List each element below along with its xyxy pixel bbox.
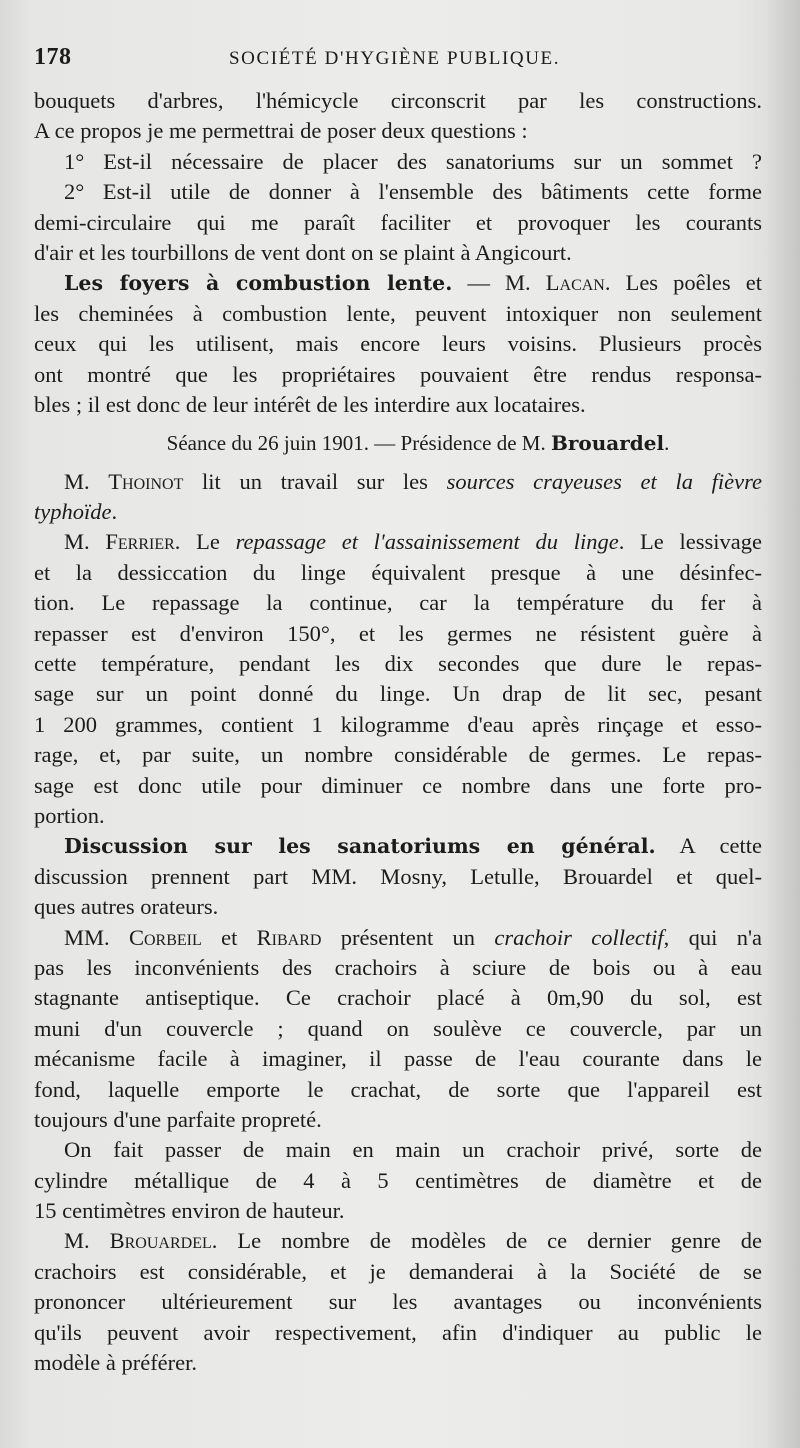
- page-header: [34, 42, 764, 72]
- text-line: 2° Est-il utile de donner à l'ensemble des bâtiments cette forme: [64, 179, 762, 205]
- page-number: 178: [34, 44, 72, 70]
- text-line: et la dessiccation du linge équivalent presque à une désinfec-: [34, 559, 762, 585]
- text-fragment: . Le lessivage: [618, 529, 762, 555]
- section-heading: Les foyers à combustion lente.: [64, 271, 453, 296]
- text-line: discussion prennent part MM. Mosny, Letulle, Brouardel et quel-: [34, 863, 762, 889]
- text-line: ques autres orateurs.: [34, 894, 219, 920]
- text-line: ceux qui les utilisent, mais encore leurs voisins. Plusieurs procès: [34, 331, 762, 357]
- text-line: [34, 923, 762, 953]
- running-title: SOCIÉTÉ D'HYGIÈNE PUBLIQUE.: [229, 48, 561, 69]
- text-fragment: .: [664, 431, 670, 456]
- text-line: toujours d'une parfaite propreté.: [34, 1106, 322, 1132]
- text-fragment: , qui n'a: [663, 924, 762, 950]
- text-fragment: M.: [64, 1228, 110, 1254]
- text-fragment: . Le nombre de modèles de ce dernier genre de: [211, 1228, 762, 1254]
- text-fragment: . Le: [174, 529, 236, 555]
- text-line: bles ; il est donc de leur intérêt de les interdire aux locataires.: [34, 391, 586, 417]
- text-line: pas les inconvénients des crachoirs à sciure de bois ou à eau: [34, 954, 762, 980]
- text-line: d'air et les tourbillons de vent dont on se plaint à Angicourt.: [34, 239, 572, 265]
- text-line: portion.: [34, 802, 105, 828]
- italic-title: typhoïde: [34, 499, 112, 525]
- text-line: sage est donc utile pour diminuer ce nombre dans une forte pro-: [34, 772, 762, 798]
- paragraph-private-spittoon: [34, 1135, 762, 1226]
- paragraph-slow-combustion: [34, 268, 762, 420]
- text-fragment: — M.: [452, 270, 546, 296]
- paragraph-brouardel: [34, 1226, 762, 1378]
- text-fragment: A cette: [655, 833, 762, 859]
- text-line: 1 200 grammes, contient 1 kilogramme d'eau après rinçage et esso-: [34, 711, 762, 737]
- section-heading: Discussion sur les sanatoriums en général.: [64, 834, 656, 859]
- text-line: [34, 497, 762, 527]
- paragraph-ferrier: [34, 527, 762, 831]
- text-line: demi-circulaire qui me paraît faciliter et provoquer les courants: [34, 209, 762, 235]
- text-fragment: lit un travail sur les: [183, 468, 447, 494]
- text-line: [34, 1226, 762, 1256]
- body-text: [34, 86, 762, 1378]
- speaker-name: Corbeil: [128, 924, 202, 950]
- text-line: [34, 467, 762, 497]
- paragraph-sanatorium-questions: [34, 86, 762, 268]
- italic-title: crachoir collectif: [494, 924, 664, 950]
- text-line: A ce propos je me permettrai de poser deux questions :: [34, 118, 528, 144]
- text-fragment: MM.: [64, 924, 129, 950]
- italic-title: repassage et l'assainissement du linge: [235, 529, 619, 555]
- paragraph-thoinot: [34, 467, 762, 528]
- text-line: sage sur un point donné du linge. Un drap de lit sec, pesant: [34, 681, 762, 707]
- text-line: cette température, pendant les dix secondes que dure le repas-: [34, 651, 762, 677]
- text-line: muni d'un couvercle ; quand on soulève ce couvercle, par un: [34, 1015, 762, 1041]
- text-fragment: .: [111, 499, 118, 525]
- text-line: modèle à préférer.: [34, 1350, 198, 1376]
- speaker-name: Brouardel: [109, 1228, 212, 1254]
- session-heading: [34, 428, 762, 458]
- text-line: [34, 831, 762, 861]
- text-line: rage, et, par suite, un nombre considérable de germes. Le repas-: [34, 742, 762, 768]
- text-line: bouquets d'arbres, l'hémicycle circonscrit par les constructions.: [34, 88, 762, 113]
- paragraph-sanatorium-discussion: [34, 831, 762, 922]
- president-name: Brouardel: [550, 431, 665, 456]
- text-fragment: et: [201, 924, 257, 950]
- text-line: On fait passer de main en main un crachoir privé, sorte de: [64, 1137, 762, 1163]
- text-line: repasser est d'environ 150°, et les germes ne résistent guère à: [34, 620, 762, 646]
- text-fragment: M.: [64, 468, 109, 494]
- text-line: ont montré que les propriétaires pouvaient être rendus responsa-: [34, 361, 762, 387]
- text-fragment: Séance du 26 juin 1901. — Présidence de M.: [166, 431, 551, 456]
- text-fragment: M.: [64, 529, 106, 555]
- text-line: fond, laquelle emporte le crachat, de sorte que l'appareil est: [34, 1076, 762, 1102]
- speaker-name: Thoinot: [108, 468, 184, 494]
- paragraph-corbeil-ribard: [34, 923, 762, 1136]
- italic-title: sources crayeuses et la fièvre: [446, 468, 762, 494]
- text-line: [34, 527, 762, 557]
- speaker-name: Ribard: [256, 924, 322, 950]
- speaker-name: Ferrier: [105, 529, 175, 555]
- page-edge-shadow: [764, 0, 800, 1448]
- text-line: stagnante antiseptique. Ce crachoir placé à 0m,90 du sol, est: [34, 985, 762, 1011]
- text-line: 1° Est-il nécessaire de placer des sanatoriums sur un sommet ?: [64, 148, 762, 174]
- text-line: qu'ils peuvent avoir respectivement, afin d'indiquer au public le: [34, 1319, 762, 1345]
- speaker-name: Lacan: [545, 270, 605, 296]
- text-line: tion. Le repassage la continue, car la température du fer à: [34, 590, 762, 616]
- text-line: [34, 268, 762, 298]
- text-line: cylindre métallique de 4 à 5 centimètres de diamètre et de: [34, 1167, 762, 1193]
- text-line: crachoirs est considérable, et je demanderai à la Société de se: [34, 1258, 762, 1284]
- text-line: mécanisme facile à imaginer, il passe de l'eau courante dans le: [34, 1046, 762, 1072]
- text-line: prononcer ultérieurement sur les avantages ou inconvénients: [34, 1289, 762, 1315]
- text-fragment: présentent un: [321, 924, 495, 950]
- text-fragment: . Les poêles et: [604, 270, 762, 296]
- text-line: les cheminées à combustion lente, peuvent intoxiquer non seulement: [34, 300, 762, 326]
- text-line: 15 centimètres environ de hauteur.: [34, 1198, 345, 1224]
